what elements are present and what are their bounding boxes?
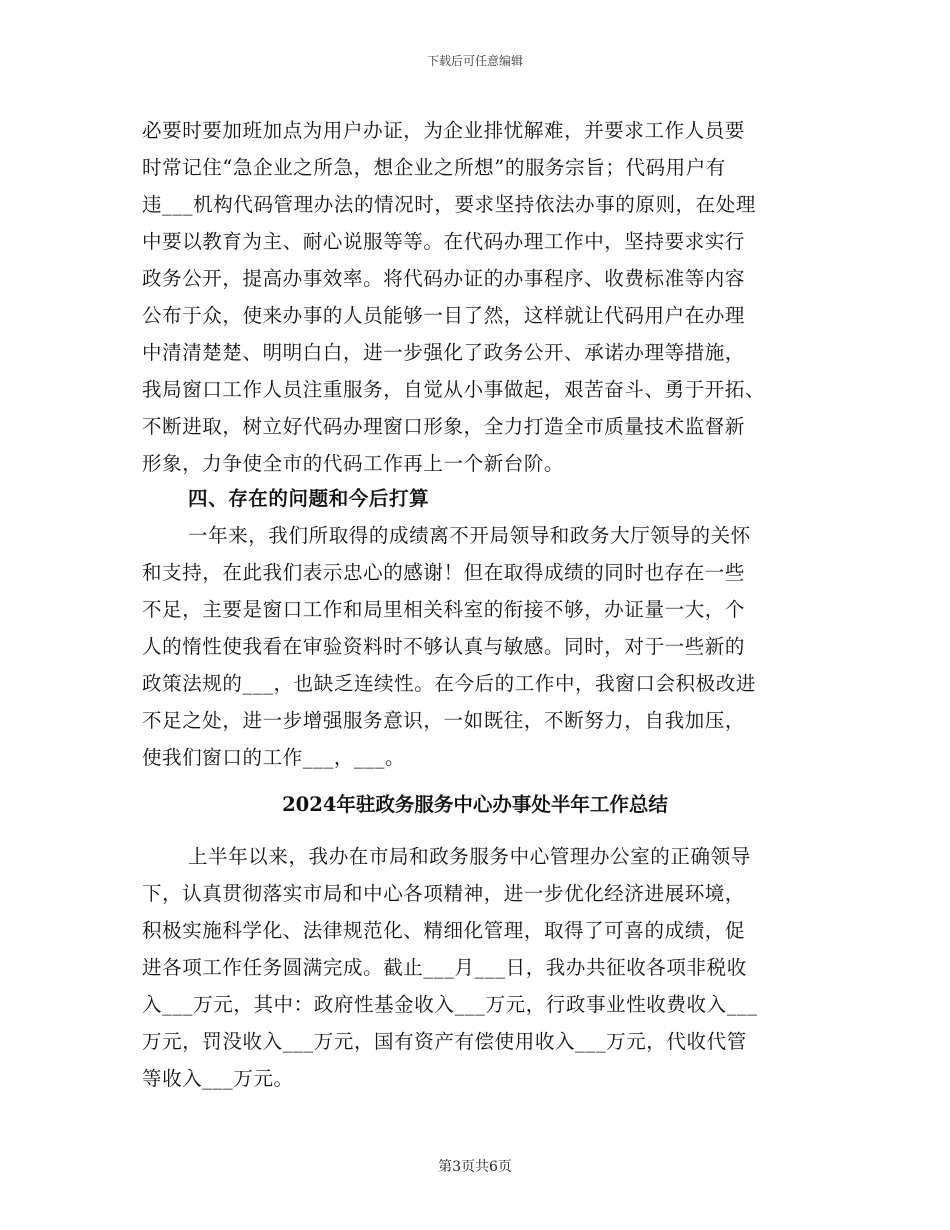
paragraph-line: 公布于众，使来办事的人员能够一目了然，这样就让代码用户在办理 <box>142 304 746 327</box>
page-header: 下载后可任意编辑 <box>426 54 523 68</box>
paragraph-line: 下，认真贯彻落实市局和中心各项精神，进一步优化经济进展环境， <box>142 882 746 905</box>
paragraph-line: 入___万元，其中：政府性基金收入___万元，行政事业性收费收入___ <box>142 993 758 1016</box>
paragraph-line: 和支持，在此我们表示忠心的感谢！但在取得成绩的同时也存在一些 <box>142 561 746 584</box>
paragraph-line: 中要以教育为主、耐心说服等等。在代码办理工作中，坚持要求实行 <box>142 230 746 253</box>
paragraph-line: 不断进取，树立好代码办理窗口形象，全力打造全市质量技术监督新 <box>142 415 746 438</box>
paragraph-line: 使我们窗口的工作___，___。 <box>142 746 406 769</box>
paragraph-line: 不足之处，进一步增强服务意识，一如既往，不断努力，自我加压， <box>142 709 746 732</box>
paragraph-line: 形象，力争使全市的代码工作再上一个新台阶。 <box>142 452 565 475</box>
paragraph-line: 我局窗口工作人员注重服务，自觉从小事做起，艰苦奋斗、勇于开拓、 <box>142 378 766 401</box>
paragraph-line: 时常记住“急企业之所急，想企业之所想”的服务宗旨；代码用户有 <box>142 156 726 179</box>
section-heading: 四、存在的问题和今后打算 <box>188 487 430 510</box>
paragraph-line: 政务公开，提高办事效率。将代码办证的办事程序、收费标准等内容 <box>142 267 746 290</box>
paragraph-line: 进各项工作任务圆满完成。截止___月___日，我办共征收各项非税收 <box>142 956 747 979</box>
paragraph-line: 不足，主要是窗口工作和局里相关科室的衔接不够，办证量一大，个 <box>142 598 746 621</box>
paragraph-line: 人的惰性使我看在审验资料时不够认真与敏感。同时，对于一些新的 <box>142 635 746 658</box>
paragraph-line: 中清清楚楚、明明白白，进一步强化了政务公开、承诺办理等措施， <box>142 341 746 364</box>
paragraph-line: 违___机构代码管理办法的情况时，要求坚持依法办事的原则，在处理 <box>142 193 756 216</box>
paragraph-line: 一年来，我们所取得的成绩离不开局领导和政务大厅领导的关怀 <box>188 524 751 547</box>
article-title: 2024年驻政务服务中心办事处半年工作总结 <box>282 793 668 816</box>
paragraph-line: 必要时要加班加点为用户办证，为企业排忧解难，并要求工作人员要 <box>142 119 746 142</box>
page-footer: 第3页共6页 <box>438 1159 512 1175</box>
paragraph-line: 政策法规的___，也缺乏连续性。在今后的工作中，我窗口会积极改进 <box>142 672 756 695</box>
paragraph-line: 积极实施科学化、法律规范化、精细化管理，取得了可喜的成绩，促 <box>142 919 746 942</box>
paragraph-line: 上半年以来，我办在市局和政务服务中心管理办公室的正确领导 <box>188 845 751 868</box>
paragraph-line: 等收入___万元。 <box>142 1067 294 1090</box>
paragraph-line: 万元，罚没收入___万元，国有资产有偿使用收入___万元，代收代管 <box>142 1030 747 1053</box>
